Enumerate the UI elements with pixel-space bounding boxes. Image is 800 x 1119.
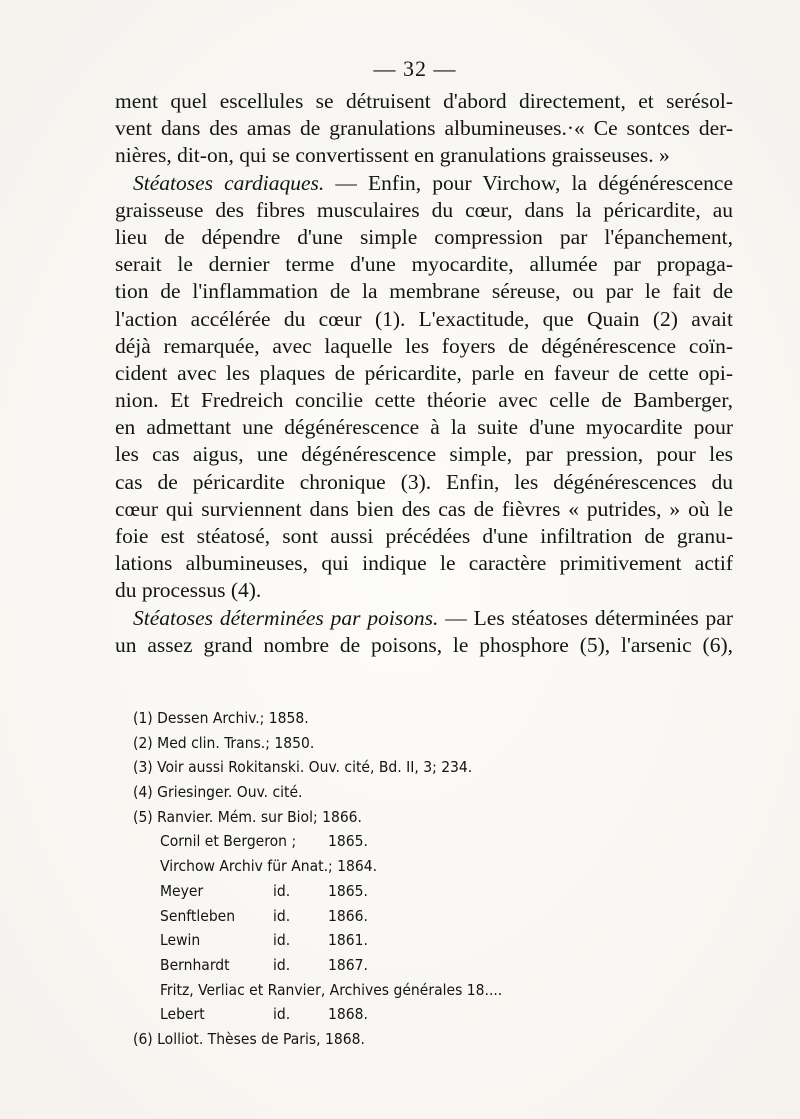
footnote-4: (4) Griesinger. Ouv. cité. xyxy=(133,783,303,802)
text-line: lations albumineuses, qui indique le caractère primitivement actif xyxy=(115,551,733,576)
text-line: un assez grand nombre de poisons, le phosphore (5), l'arsenic (6), xyxy=(115,632,733,657)
footnote-1: (1) Dessen Archiv.; 1858. xyxy=(133,709,309,727)
text-line: cœur qui surviennent dans bien des cas de fièvres « putrides, » où le xyxy=(115,496,733,521)
text-line: serait le dernier terme d'une myocardite, allumée par propaga- xyxy=(115,252,733,277)
text-line: en admettant une dégénérescence à la suite d'une myocardite pour xyxy=(115,415,733,440)
text-line: lieu de dépendre d'une simple compression par l'épanchement, xyxy=(115,224,733,249)
page-number: — 32 — xyxy=(373,56,457,81)
paragraph-first-line xyxy=(115,605,733,632)
section-heading-cardiac: Stéatoses cardiaques. xyxy=(133,170,325,195)
text-line: foie est stéatosé, sont aussi précédées d'une infiltration de granu- xyxy=(115,524,733,548)
text-line: graisseuse des fibres musculaires du cœur, dans la péricardite, au xyxy=(115,197,733,222)
section-heading-poisons: Stéatoses déterminées par poisons. xyxy=(133,605,439,630)
footnote-5-entry: Lewin id. 1861. xyxy=(160,931,368,950)
paragraph-first-line xyxy=(115,170,733,197)
text-line: du processus (4). xyxy=(115,578,262,603)
text-fragment: — Enfin, pour Virchow, la dégénérescence xyxy=(324,170,733,195)
footnote-5-entry: Senftleben id. 1866. xyxy=(160,906,368,925)
text-line: l'action accélérée du cœur (1). L'exactitude, que Quain (2) avait xyxy=(115,306,733,331)
text-line: vent dans des amas de granulations albumineuses.·« Ce sontces der- xyxy=(115,116,733,141)
text-line: cas de péricardite chronique (3). Enfin, les dégénérescences du xyxy=(115,469,733,494)
text-line: nion. Et Fredreich concilie cette théorie avec celle de Bamberger, xyxy=(115,388,733,413)
footnote-5-entry: Lebert id. 1868. xyxy=(160,1005,368,1024)
footnote-3: (3) Voir aussi Rokitanski. Ouv. cité, Bd. II, 3; 234. xyxy=(133,758,473,777)
text-fragment: — Les stéatoses déterminées par xyxy=(438,605,733,630)
text-line: ment quel escellules se détruisent d'abord directement, et serésol- xyxy=(115,89,733,113)
text-line: les cas aigus, une dégénérescence simple, par pression, pour les xyxy=(115,442,733,467)
text-line: nières, dit-on, qui se convertissent en granulations graisseuses. » xyxy=(115,143,670,168)
body-text xyxy=(115,88,733,659)
footnote-2: (2) Med clin. Trans.; 1850. xyxy=(133,733,315,752)
footnote-5-entry: Virchow Archiv für Anat.; 1864. xyxy=(160,857,378,876)
footnote-5-entry: Bernhardt id. 1867. xyxy=(160,955,368,974)
footnote-6: (6) Lolliot. Thèses de Paris, 1868. xyxy=(133,1029,365,1048)
text-line: tion de l'inflammation de la membrane séreuse, ou par le fait de xyxy=(115,279,733,304)
footnotes xyxy=(133,706,693,1052)
footnote-5-entry: Meyer id. 1865. xyxy=(160,881,368,900)
text-line: déjà remarquée, avec laquelle les foyers de dégénérescence coïn- xyxy=(115,333,733,358)
footnote-5-entry: Fritz, Verliac et Ranvier, Archives générales 18.... xyxy=(160,980,503,999)
text-line: cident avec les plaques de péricardite, parle en faveur de cette opi- xyxy=(115,360,733,385)
footnote-5: (5) Ranvier. Mém. sur Biol; 1866. xyxy=(133,807,362,826)
footnote-5-entry: Cornil et Bergeron ; 1865. xyxy=(160,832,368,851)
